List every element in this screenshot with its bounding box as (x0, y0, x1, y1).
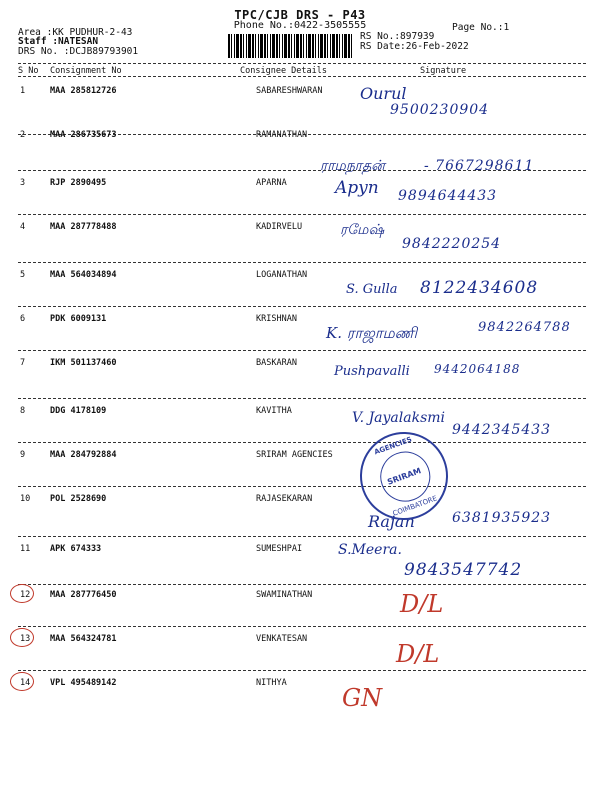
row-consignment: MAA 287778488 (50, 222, 117, 232)
signature-name: Pushpavalli (334, 364, 410, 379)
row-sno: 3 (20, 178, 26, 188)
row-consignee: APARNA (256, 178, 287, 188)
signature-name: ரமேஷ் (340, 222, 385, 238)
stamp-text-top: AGENCIES (373, 435, 413, 457)
row-consignee: SRIRAM AGENCIES (256, 450, 333, 460)
signature-phone: 9842264788 (478, 320, 571, 335)
header-divider (18, 63, 586, 64)
rs-number: RS No.:897939 (360, 31, 435, 42)
row-sno: 1 (20, 86, 26, 96)
staff-field: Staff :NATESAN (18, 36, 99, 47)
row-consignment: MAA 564034894 (50, 270, 117, 280)
signature-phone: 6381935923 (452, 510, 552, 526)
row-consignee: VENKATESAN (256, 634, 308, 644)
row-consignee: RAJASEKARAN (256, 494, 313, 504)
row-sno: 11 (20, 544, 31, 554)
signature-name: GN (342, 684, 383, 712)
stamp-text-bottom: COIMBATORE (391, 494, 439, 518)
row-consignment: RJP 2890495 (50, 178, 107, 188)
signature-name: Ourul (360, 84, 407, 103)
page-number: Page No.:1 (452, 22, 510, 33)
row-consignment: MAA 286735673 (50, 130, 117, 140)
row-consignment: MAA 287776450 (50, 590, 117, 600)
signature-phone: 9842220254 (402, 236, 502, 252)
row-consignment: MAA 284792884 (50, 450, 117, 460)
col-header-details: Consignee Details (240, 66, 327, 76)
row-divider (18, 486, 586, 487)
barcode (228, 34, 352, 58)
col-header-consignment: Consignment No (50, 66, 122, 76)
row-divider (18, 398, 586, 399)
row-consignee: BASKARAN (256, 358, 297, 368)
row-sno: 7 (20, 358, 26, 368)
row-consignment: IKM 501137460 (50, 358, 117, 368)
row-consignee: KADIRVELU (256, 222, 303, 232)
row-consignment: MAA 285812726 (50, 86, 117, 96)
row-sno: 13 (20, 634, 31, 644)
signature-phone: 9894644433 (398, 188, 498, 204)
row-consignee: LOGANATHAN (256, 270, 308, 280)
signature-phone: 9843547742 (404, 560, 523, 580)
signature-name: S. Gulla (346, 282, 398, 297)
signature-name: V. Jayalaksmi (352, 410, 446, 426)
row-consignee: NITHYA (256, 678, 287, 688)
row-sno: 9 (20, 450, 26, 460)
phone-number: Phone No.:0422-3505555 (233, 20, 367, 31)
sheet-title: TPC/CJB DRS - P43 (234, 8, 366, 22)
row-consignment: POL 2528690 (50, 494, 107, 504)
signature-phone: 9442345433 (452, 422, 552, 438)
col-header-signature: Signature (420, 66, 467, 76)
row-divider (18, 306, 586, 307)
row-sno: 4 (20, 222, 26, 232)
signature-name: K. ராஜாமணி (326, 324, 418, 342)
signature-name: D/L (400, 590, 444, 618)
signature-name: ராமநாதன் (320, 158, 385, 174)
signature-phone: 9500230904 (390, 102, 490, 118)
row-consignment: DDG 4178109 (50, 406, 107, 416)
row-divider (18, 262, 586, 263)
row-divider (18, 670, 586, 671)
row-sno: 10 (20, 494, 31, 504)
row-divider (18, 214, 586, 215)
table-row (0, 672, 600, 732)
column-header-divider (18, 76, 586, 77)
row-consignment: MAA 564324781 (50, 634, 117, 644)
col-header-sno: S No (18, 66, 39, 76)
signature-phone: 9442064188 (434, 362, 521, 376)
signature-name: S.Meera. (338, 542, 402, 558)
signature-name: Apyn (335, 178, 379, 198)
row-consignee: KAVITHA (256, 406, 292, 416)
row-divider (18, 626, 586, 627)
row-sno: 12 (20, 590, 31, 600)
row-sno: 14 (20, 678, 31, 688)
row-consignee: SWAMINATHAN (256, 590, 313, 600)
row-consignment: APK 674333 (50, 544, 102, 554)
signature-phone: 8122434608 (420, 278, 539, 298)
row-divider (18, 536, 586, 537)
row-divider (18, 350, 586, 351)
drs-number: DRS No. :DCJB89793901 (18, 46, 139, 57)
row-consignee: RAMANATHAN (256, 130, 308, 140)
row-sno: 8 (20, 406, 26, 416)
row-consignee: KRISHNAN (256, 314, 297, 324)
rs-date: RS Date:26-Feb-2022 (360, 41, 469, 52)
row-divider (18, 442, 586, 443)
row-sno: 6 (20, 314, 26, 324)
row-consignment: VPL 495489142 (50, 678, 117, 688)
area-field: Area :KK PUDHUR-2-43 (18, 27, 133, 38)
row-consignee: SABARESHWARAN (256, 86, 323, 96)
row-consignment: PDK 6009131 (50, 314, 107, 324)
row-sno: 2 (20, 130, 26, 140)
row-sno: 5 (20, 270, 26, 280)
row-divider (18, 170, 586, 171)
stamp-text-middle: SRIRAM (386, 466, 423, 487)
signature-phone: - 7667298611 (424, 158, 535, 174)
signature-name: D/L (396, 640, 440, 668)
row-consignee: SUMESHPAI (256, 544, 303, 554)
signature-name: Rajan (368, 512, 415, 531)
